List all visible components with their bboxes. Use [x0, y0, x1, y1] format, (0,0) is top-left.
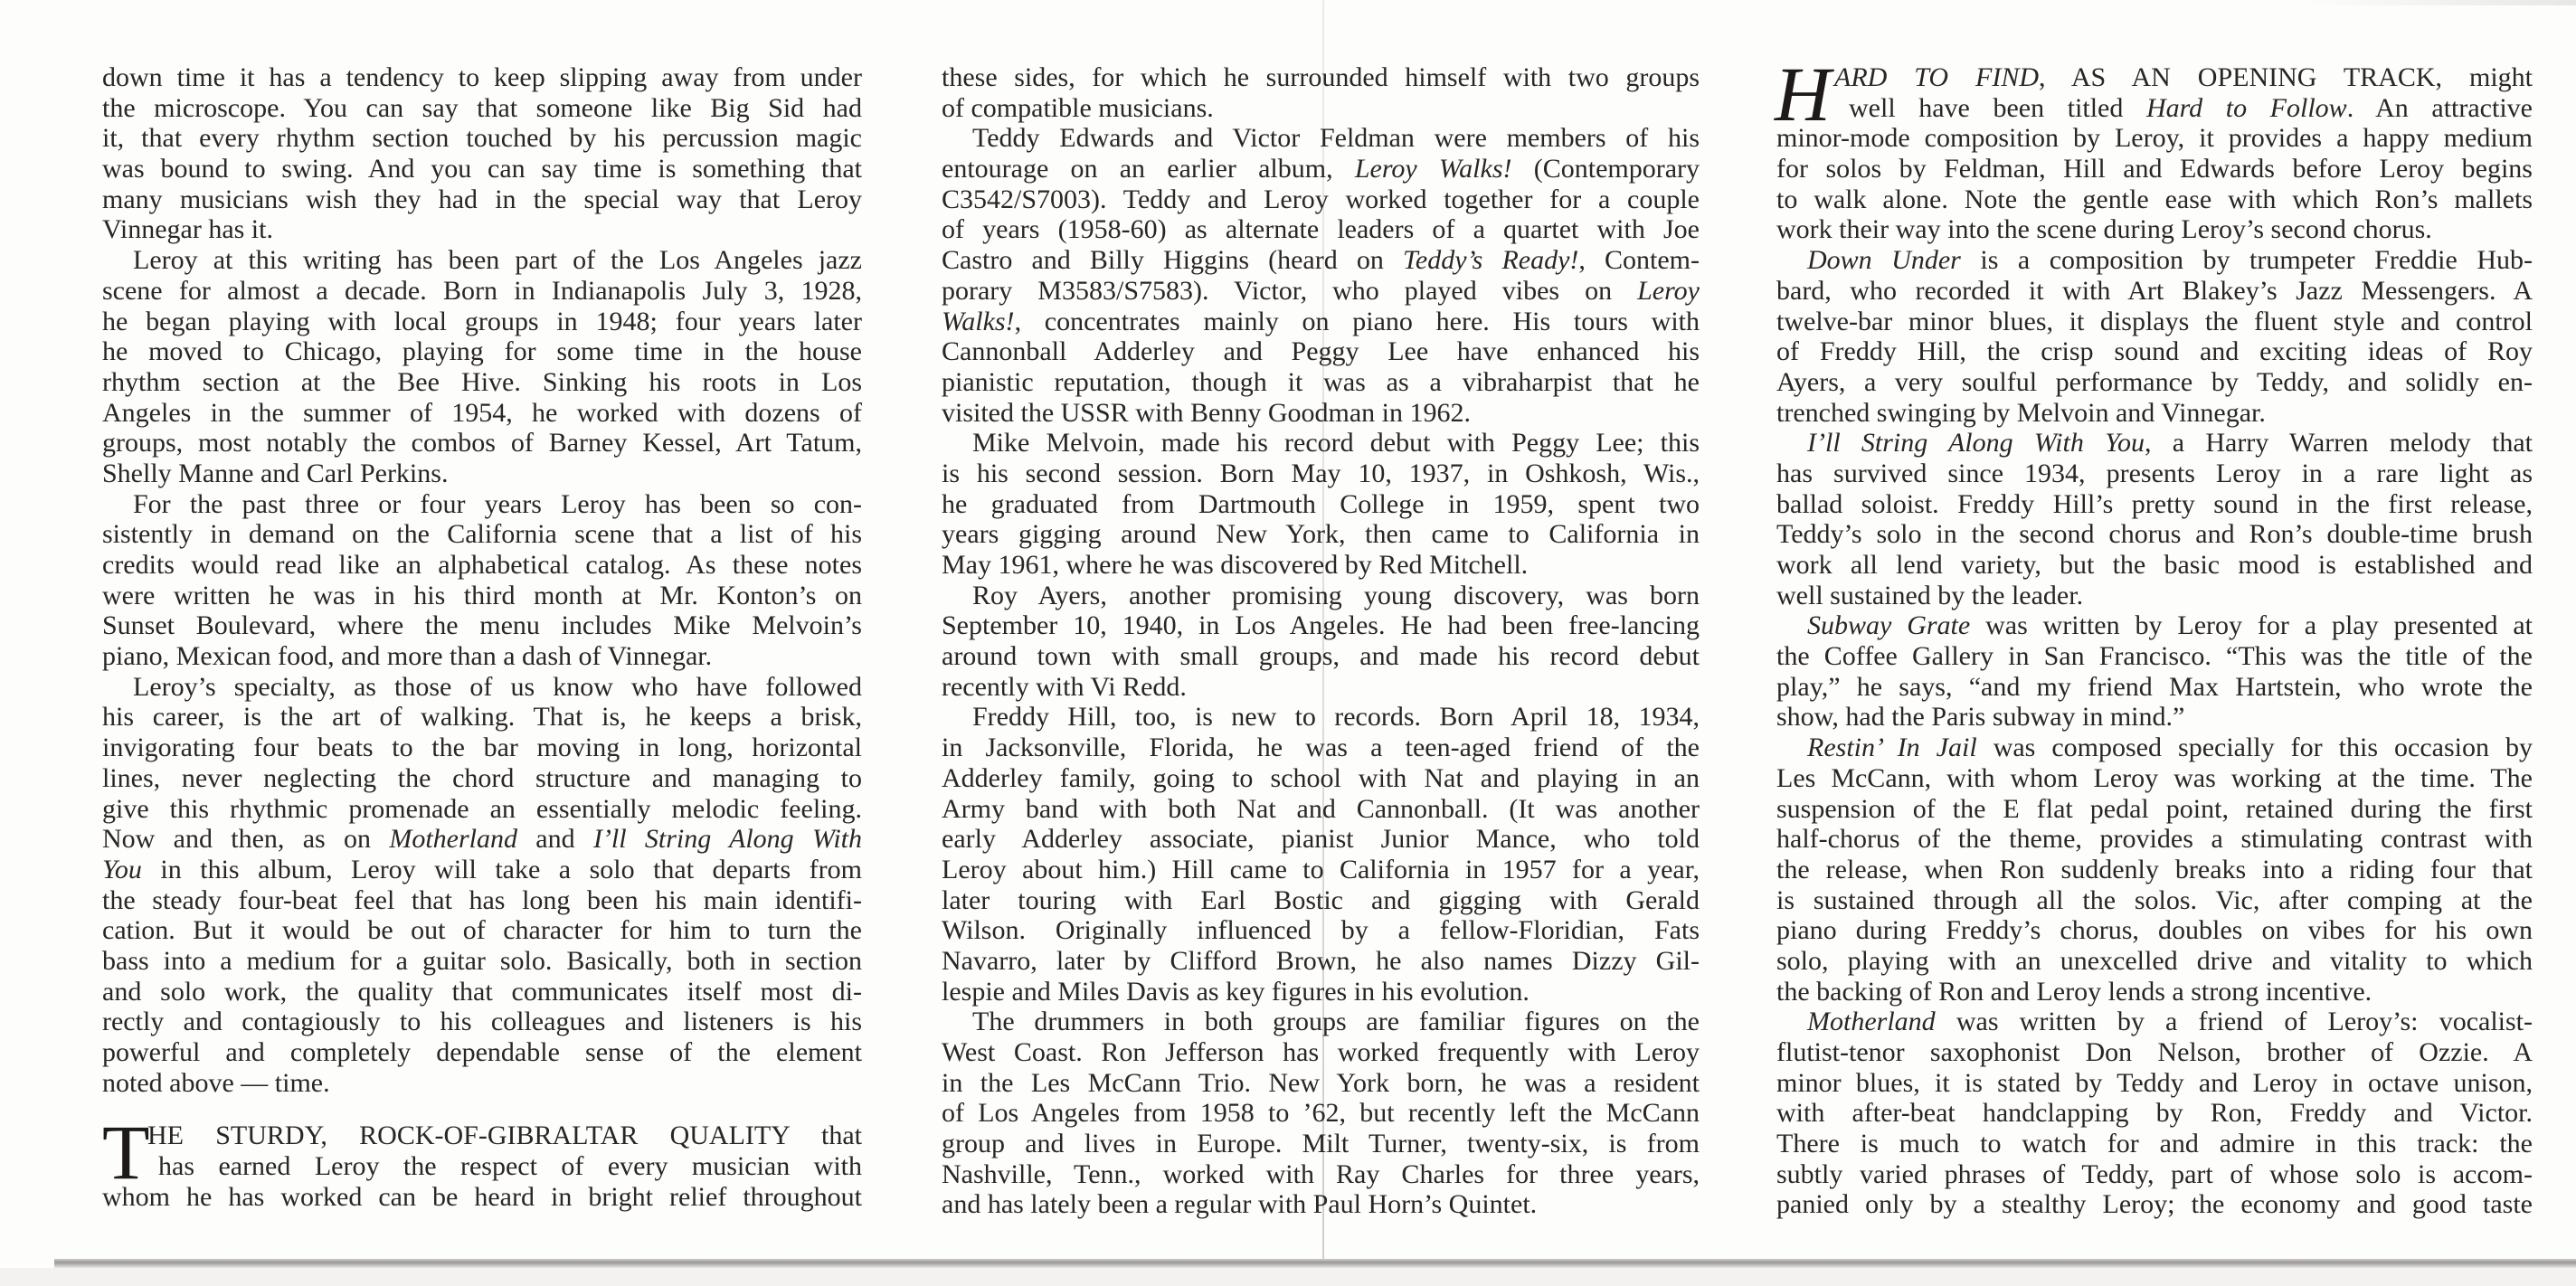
- text-line: give this rhythmic promenade an essentially melodic feeling.: [102, 793, 862, 824]
- text-line: lines, never neglecting the chord structure and managing to: [102, 762, 862, 793]
- text-line: his career, is the art of walking. That is, he keeps a brisk,: [102, 702, 862, 733]
- text-line: of years (1958-60) as alternate leaders of a quartet with Joe: [942, 214, 1700, 245]
- paragraph: [942, 123, 1700, 428]
- text-line: with after-beat handclapping by Ron, Freddy and Victor.: [1776, 1098, 2533, 1129]
- drop-cap-initial: T: [102, 1109, 150, 1196]
- text-line: these sides, for which he surrounded himself with two groups: [942, 62, 1700, 92]
- text-line: the Coffee Gallery in San Francisco. “This was the title of the: [1776, 641, 2533, 672]
- text-line: work their way into the scene during Leroy’s second chorus.: [1776, 214, 2432, 245]
- italic-title: I’ll String Along With You: [1807, 428, 2145, 459]
- text-line: early Adderley associate, pianist Junior Mance, who told: [942, 824, 1700, 855]
- paragraph: [1776, 1007, 2533, 1220]
- text-line: The drummers in both groups are familiar figures on the: [972, 1007, 1700, 1037]
- text-line: the steady four-beat feel that has long been his main identifi-: [102, 884, 862, 915]
- text-line: of compatible musicians.: [942, 92, 1214, 123]
- paragraph: [102, 245, 862, 489]
- text-line: down time it has a tendency to keep slipping away from under: [102, 62, 862, 92]
- text-line: Freddy Hill, too, is new to records. Born April 18, 1934,: [972, 702, 1700, 733]
- text-line: is his second session. Born May 10, 1937, in Oshkosh, Wis.,: [942, 458, 1700, 488]
- text-line: flutist-tenor saxophonist Don Nelson, brother of Ozzie. A: [1776, 1037, 2533, 1067]
- paragraph: [942, 581, 1700, 703]
- text-line: he graduated from Dartmouth College in 1959, spent two: [942, 488, 1700, 519]
- text-line: Leroy about him.) Hill came to California in 1957 for a year,: [942, 854, 1700, 884]
- text-line: whom he has worked can be heard in bright relief throughout: [102, 1181, 862, 1212]
- paragraph: [942, 702, 1700, 1007]
- scan-background: [0, 1268, 2576, 1286]
- text-line: twelve-bar minor blues, it displays the fluent style and control: [1776, 306, 2533, 336]
- text-line: HE STURDY, ROCK-OF-GIBRALTAR QUALITY that: [147, 1121, 862, 1151]
- text-line: Angeles in the summer of 1954, he worked with dozens of: [102, 397, 862, 428]
- text-line: For the past three or four years Leroy has been so con-: [133, 488, 862, 519]
- text-line: ARD TO FIND, AS AN OPENING TRACK, might: [1834, 62, 2533, 92]
- paragraph: [102, 672, 862, 1099]
- paragraph: [102, 1109, 862, 1212]
- text-line: Mike Melvoin, made his record debut with Peggy Lee; this: [972, 428, 1700, 459]
- text-line: Shelly Manne and Carl Perkins.: [102, 458, 449, 488]
- text-line: Teddy’s solo in the second chorus and Ron’s double-time brush: [1776, 519, 2533, 550]
- italic-title: Walks!: [942, 306, 1015, 336]
- italic-title: Motherland: [1807, 1007, 1936, 1037]
- text-line: minor blues, it is stated by Teddy and Leroy in octave unison,: [1776, 1067, 2533, 1098]
- text-line: is sustained through all the solos. Vic, after comping at the: [1776, 884, 2533, 915]
- text-line: piano, Mexican food, and more than a dash of Vinnegar.: [102, 641, 713, 672]
- paragraph: [1775, 51, 2533, 245]
- text-line: was bound to swing. And you can say time is something that: [102, 154, 862, 184]
- paragraph: [1776, 245, 2533, 428]
- text-line: Nashville, Tenn., worked with Ray Charles for three years,: [942, 1158, 1700, 1189]
- italic-title: Subway Grate: [1807, 610, 1971, 641]
- text-line: Castro and Billy Higgins (heard on Teddy’s Ready!, Contem-: [942, 245, 1700, 276]
- italic-title: You: [102, 854, 142, 884]
- text-line: the microscope. You can say that someone like Big Sid had: [102, 92, 862, 123]
- italic-title: Hard to Follow: [2145, 92, 2347, 123]
- text-line: Now and then, as on Motherland and I’ll String Along With: [102, 824, 862, 855]
- text-line: many musicians wish they had in the special way that Leroy: [102, 184, 862, 214]
- text-line: later touring with Earl Bostic and gigging with Gerald: [942, 884, 1700, 915]
- text-line: play,” he says, “and my friend Max Hartstein, who wrote the: [1776, 671, 2533, 702]
- text-line: the release, when Ron suddenly breaks into a riding four that: [1776, 854, 2533, 884]
- text-line: it, that every rhythm section touched by his percussion magic: [102, 123, 862, 154]
- text-line: Teddy Edwards and Victor Feldman were members of his: [972, 123, 1700, 154]
- text-line: he moved to Chicago, playing for some time in the house: [102, 336, 862, 367]
- liner-notes-column-2: [942, 62, 1700, 1220]
- text-line: Walks!, concentrates mainly on piano here. His tours with: [942, 306, 1700, 336]
- paragraph: [942, 1007, 1700, 1220]
- text-line: to walk alone. Note the gentle ease with which Ron’s mallets: [1776, 184, 2533, 214]
- text-line: and solo work, the quality that communicates itself most di-: [102, 976, 862, 1007]
- text-line: Motherland was written by a friend of Leroy’s: vocalist-: [1807, 1007, 2533, 1037]
- text-line: of Los Angeles from 1958 to ’62, but recently left the McCann: [942, 1098, 1700, 1129]
- text-line: Les McCann, with whom Leroy was working at the time. The: [1776, 762, 2533, 793]
- text-line: the backing of Ron and Leroy lends a strong incentive.: [1776, 976, 2372, 1007]
- text-line: years gigging around New York, then came to California in: [942, 519, 1700, 550]
- italic-title: Restin’ In Jail: [1807, 733, 1977, 763]
- paragraph: [1776, 733, 2533, 1007]
- paragraph: [1776, 610, 2533, 733]
- text-line: rectly and contagiously to his colleagues and listeners is his: [102, 1007, 862, 1037]
- text-line: subtly varied phrases of Teddy, part of whose solo is accom-: [1776, 1158, 2533, 1189]
- text-line: suspension of the E flat pedal point, retained during the first: [1776, 793, 2533, 824]
- paragraph: [1776, 428, 2533, 610]
- text-line: show, had the Paris subway in mind.”: [1776, 702, 2185, 733]
- text-line: Sunset Boulevard, where the menu includes Mike Melvoin’s: [102, 610, 862, 641]
- text-line: Wilson. Originally influenced by a fellow-Floridian, Fats: [942, 915, 1700, 946]
- italic-title: Leroy Walks!: [1354, 154, 1512, 184]
- text-line: Leroy at this writing has been part of the Los Angeles jazz: [133, 245, 862, 276]
- text-line: West Coast. Ron Jefferson has worked frequently with Leroy: [942, 1037, 1700, 1067]
- text-line: bard, who recorded it with Art Blakey’s Jazz Messengers. A: [1776, 275, 2533, 306]
- text-line: well sustained by the leader.: [1776, 580, 2084, 610]
- text-line: Army band with both Nat and Cannonball. (It was another: [942, 793, 1700, 824]
- liner-notes-column-1: [102, 62, 862, 1212]
- text-line: bass into a medium for a guitar solo. Basically, both in section: [102, 945, 862, 976]
- text-line: in Jacksonville, Florida, he was a teen-aged friend of the: [942, 733, 1700, 763]
- liner-notes-column-3: [1775, 51, 2533, 1220]
- text-line: sistently in demand on the California scene that a list of his: [102, 519, 862, 550]
- text-line: September 10, 1940, in Los Angeles. He had been free-lancing: [942, 610, 1700, 641]
- italic-title: Teddy’s Ready!: [1402, 245, 1579, 276]
- text-line: porary M3583/S7583). Victor, who played vibes on Leroy: [942, 275, 1700, 306]
- text-line: of Freddy Hill, the crisp sound and exciting ideas of Roy: [1776, 336, 2533, 367]
- text-line: rhythm section at the Bee Hive. Sinking his roots in Los: [102, 366, 862, 397]
- text-line: entourage on an earlier album, Leroy Walks! (Contemporary: [942, 154, 1700, 184]
- text-line: pianistic reputation, though it was as a vibraharpist that he: [942, 366, 1700, 397]
- text-line: has survived since 1934, presents Leroy in a rare light as: [1776, 458, 2533, 488]
- text-line: visited the USSR with Benny Goodman in 1962.: [942, 397, 1471, 428]
- text-line: he began playing with local groups in 1948; four years later: [102, 306, 862, 336]
- text-line: has earned Leroy the respect of every musician with: [158, 1151, 862, 1182]
- text-line: Roy Ayers, another promising young discovery, was born: [972, 580, 1700, 610]
- text-line: credits would read like an alphabetical catalog. As these notes: [102, 550, 862, 580]
- text-line: May 1961, where he was discovered by Red Mitchell.: [942, 550, 1529, 580]
- text-line: Cannonball Adderley and Peggy Lee have enhanced his: [942, 336, 1700, 367]
- page-bottom-edge: [54, 1259, 2576, 1268]
- text-line: You in this album, Leroy will take a solo that departs from: [102, 854, 862, 884]
- paragraph: [102, 489, 862, 672]
- text-line: solo, playing with an unexcelled drive and vitality to which: [1776, 945, 2533, 976]
- text-line: noted above — time.: [102, 1067, 330, 1098]
- text-line: groups, most notably the combos of Barney Kessel, Art Tatum,: [102, 428, 862, 459]
- italic-title: Leroy: [1637, 275, 1700, 306]
- text-line: scene for almost a decade. Born in Indianapolis July 3, 1928,: [102, 275, 862, 306]
- text-line: and has lately been a regular with Paul Horn’s Quintet.: [942, 1189, 1538, 1220]
- paragraph: [942, 62, 1700, 123]
- text-line: half-chorus of the theme, provides a stimulating contrast with: [1776, 824, 2533, 855]
- text-line: Vinnegar has it.: [102, 214, 273, 245]
- text-line: ballad soloist. Freddy Hill’s pretty sound in the first release,: [1776, 488, 2533, 519]
- text-line: around town with small groups, and made his record debut: [942, 641, 1700, 672]
- italic-title: ARD TO FIND: [1834, 62, 2040, 92]
- text-line: C3542/S7003). Teddy and Leroy worked together for a couple: [942, 184, 1700, 214]
- text-line: Leroy’s specialty, as those of us know who have followed: [133, 671, 862, 702]
- text-line: invigorating four beats to the bar moving in long, horizontal: [102, 733, 862, 763]
- text-line: recently with Vi Redd.: [942, 671, 1187, 702]
- text-line: minor-mode composition by Leroy, it provides a happy medium: [1776, 123, 2533, 154]
- text-line: group and lives in Europe. Milt Turner, twenty-six, is from: [942, 1129, 1700, 1159]
- text-line: I’ll String Along With You, a Harry Warren melody that: [1807, 428, 2533, 459]
- text-line: trenched swinging by Melvoin and Vinnegar.: [1776, 397, 2266, 428]
- text-line: panied only by a stealthy Leroy; the economy and good taste: [1776, 1189, 2533, 1220]
- text-line: Subway Grate was written by Leroy for a play presented at: [1807, 610, 2533, 641]
- italic-title: Motherland: [389, 824, 517, 855]
- text-line: Ayers, a very soulful performance by Teddy, and solidly en-: [1776, 366, 2533, 397]
- text-line: Down Under is a composition by trumpeter Freddie Hub-: [1807, 245, 2533, 276]
- text-line: cation. But it would be out of character for him to turn the: [102, 915, 862, 946]
- text-line: Navarro, later by Clifford Brown, he also names Dizzy Gil-: [942, 945, 1700, 976]
- paragraph: [102, 62, 862, 245]
- paragraph: [942, 428, 1700, 580]
- text-line: for solos by Feldman, Hill and Edwards before Leroy begins: [1776, 154, 2533, 184]
- text-line: well have been titled Hard to Follow. An attractive: [1849, 92, 2533, 123]
- text-line: powerful and completely dependable sense of the element: [102, 1037, 862, 1067]
- text-line: Restin’ In Jail was composed specially for this occasion by: [1807, 733, 2533, 763]
- page-edge-shadow: [2305, 0, 2576, 5]
- text-line: work all lend variety, but the basic mood is established and: [1776, 550, 2533, 580]
- text-line: lespie and Miles Davis as key figures in his evolution.: [942, 976, 1530, 1007]
- text-line: Adderley family, going to school with Nat and playing in an: [942, 762, 1700, 793]
- drop-cap-initial: H: [1775, 51, 1832, 137]
- text-line: There is much to watch for and admire in this track: the: [1776, 1129, 2533, 1159]
- italic-title: Down Under: [1807, 245, 1961, 276]
- italic-title: I’ll String Along With: [592, 824, 862, 855]
- text-line: in the Les McCann Trio. New York born, he was a resident: [942, 1067, 1700, 1098]
- text-line: were written he was in his third month at Mr. Konton’s on: [102, 580, 862, 610]
- text-line: piano during Freddy’s chorus, doubles on vibes for his own: [1776, 915, 2533, 946]
